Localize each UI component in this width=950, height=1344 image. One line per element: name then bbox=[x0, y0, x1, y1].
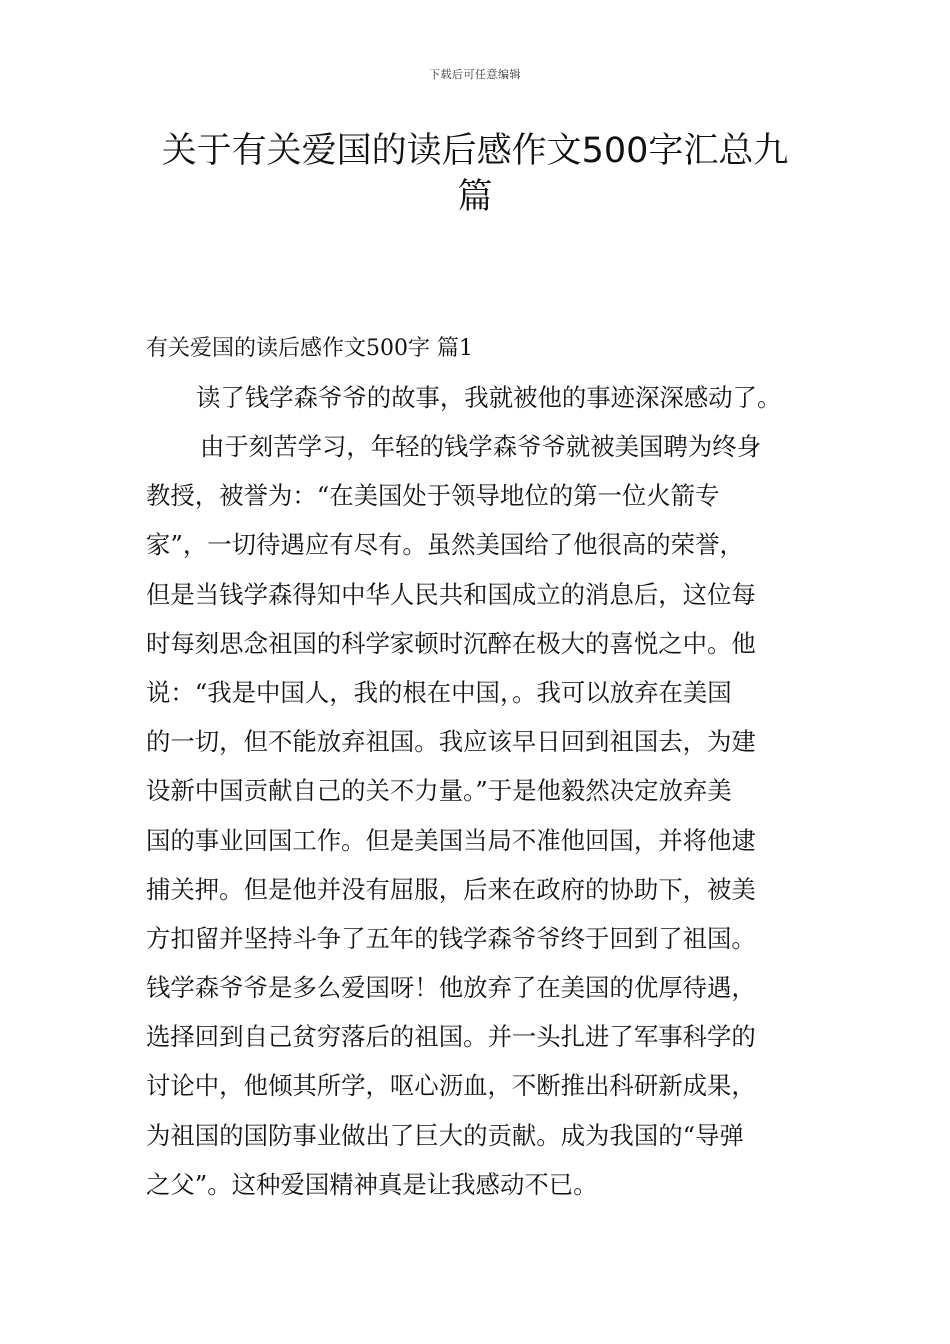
paragraph-line: 捕关押。但是他并没有屈服，后来在政府的协助下，被美 bbox=[146, 874, 756, 904]
paragraph-line: 为祖国的国防事业做出了巨大的贡献。成为我国的“导弹 bbox=[146, 1120, 744, 1150]
paragraph-line: 方扣留并坚持斗争了五年的钱学森爷爷终于回到了祖国。 bbox=[146, 923, 756, 953]
section-heading: 有关爱国的读后感作文500字 篇1 bbox=[146, 336, 473, 361]
paragraph-line: 由于刻苦学习，年轻的钱学森爷爷就被美国聘为终身 bbox=[200, 432, 761, 461]
paragraph-line: 设新中国贡献自己的关不力量。”于是他毅然决定放弃美 bbox=[146, 776, 732, 806]
paragraph-line: 读了钱学森爷爷的故事，我就被他的事迹深深感动了。 bbox=[196, 383, 782, 412]
paragraph-line: 国的事业回国工作。但是美国当局不准他回国，并将他逮 bbox=[146, 825, 756, 855]
paragraph-line: 之父”。这种爱国精神真是让我感动不已。 bbox=[146, 1169, 598, 1199]
paragraph-line: 选择回到自己贫穷落后的祖国。并一头扎进了军事科学的 bbox=[146, 1022, 756, 1052]
paragraph-line: 家”，一切待遇应有尽有。虽然美国给了他很高的荣誉， bbox=[146, 530, 744, 560]
paragraph-1 bbox=[146, 373, 806, 422]
paragraph-line: 但是当钱学森得知中华人民共和国成立的消息后，这位每 bbox=[146, 579, 756, 609]
paragraph-2 bbox=[146, 422, 806, 1209]
page-title-line-1: 关于有关爱国的读后感作文500字汇总九 bbox=[161, 131, 789, 171]
page-title bbox=[150, 128, 800, 220]
paragraph-line: 钱学森爷爷是多么爱国呀！他放弃了在美国的优厚待遇， bbox=[146, 973, 756, 1003]
page-title-line-2: 篇 bbox=[457, 177, 493, 217]
paragraph-line: 教授，被誉为：“在美国处于领导地位的第一位火箭专 bbox=[146, 481, 720, 511]
paragraph-line: 讨论中，他倾其所学，呕心沥血，不断推出科研新成果， bbox=[146, 1071, 756, 1101]
paragraph-line: 时每刻思念祖国的科学家顿时沉醉在极大的喜悦之中。他 bbox=[146, 628, 756, 658]
paragraph-line: 的一切，但不能放弃祖国。我应该早日回到祖国去，为建 bbox=[146, 727, 756, 757]
header-note: 下载后可任意编辑 bbox=[429, 68, 521, 81]
paragraph-line: 说：“我是中国人，我的根在中国，。我可以放弃在美国 bbox=[146, 677, 732, 707]
